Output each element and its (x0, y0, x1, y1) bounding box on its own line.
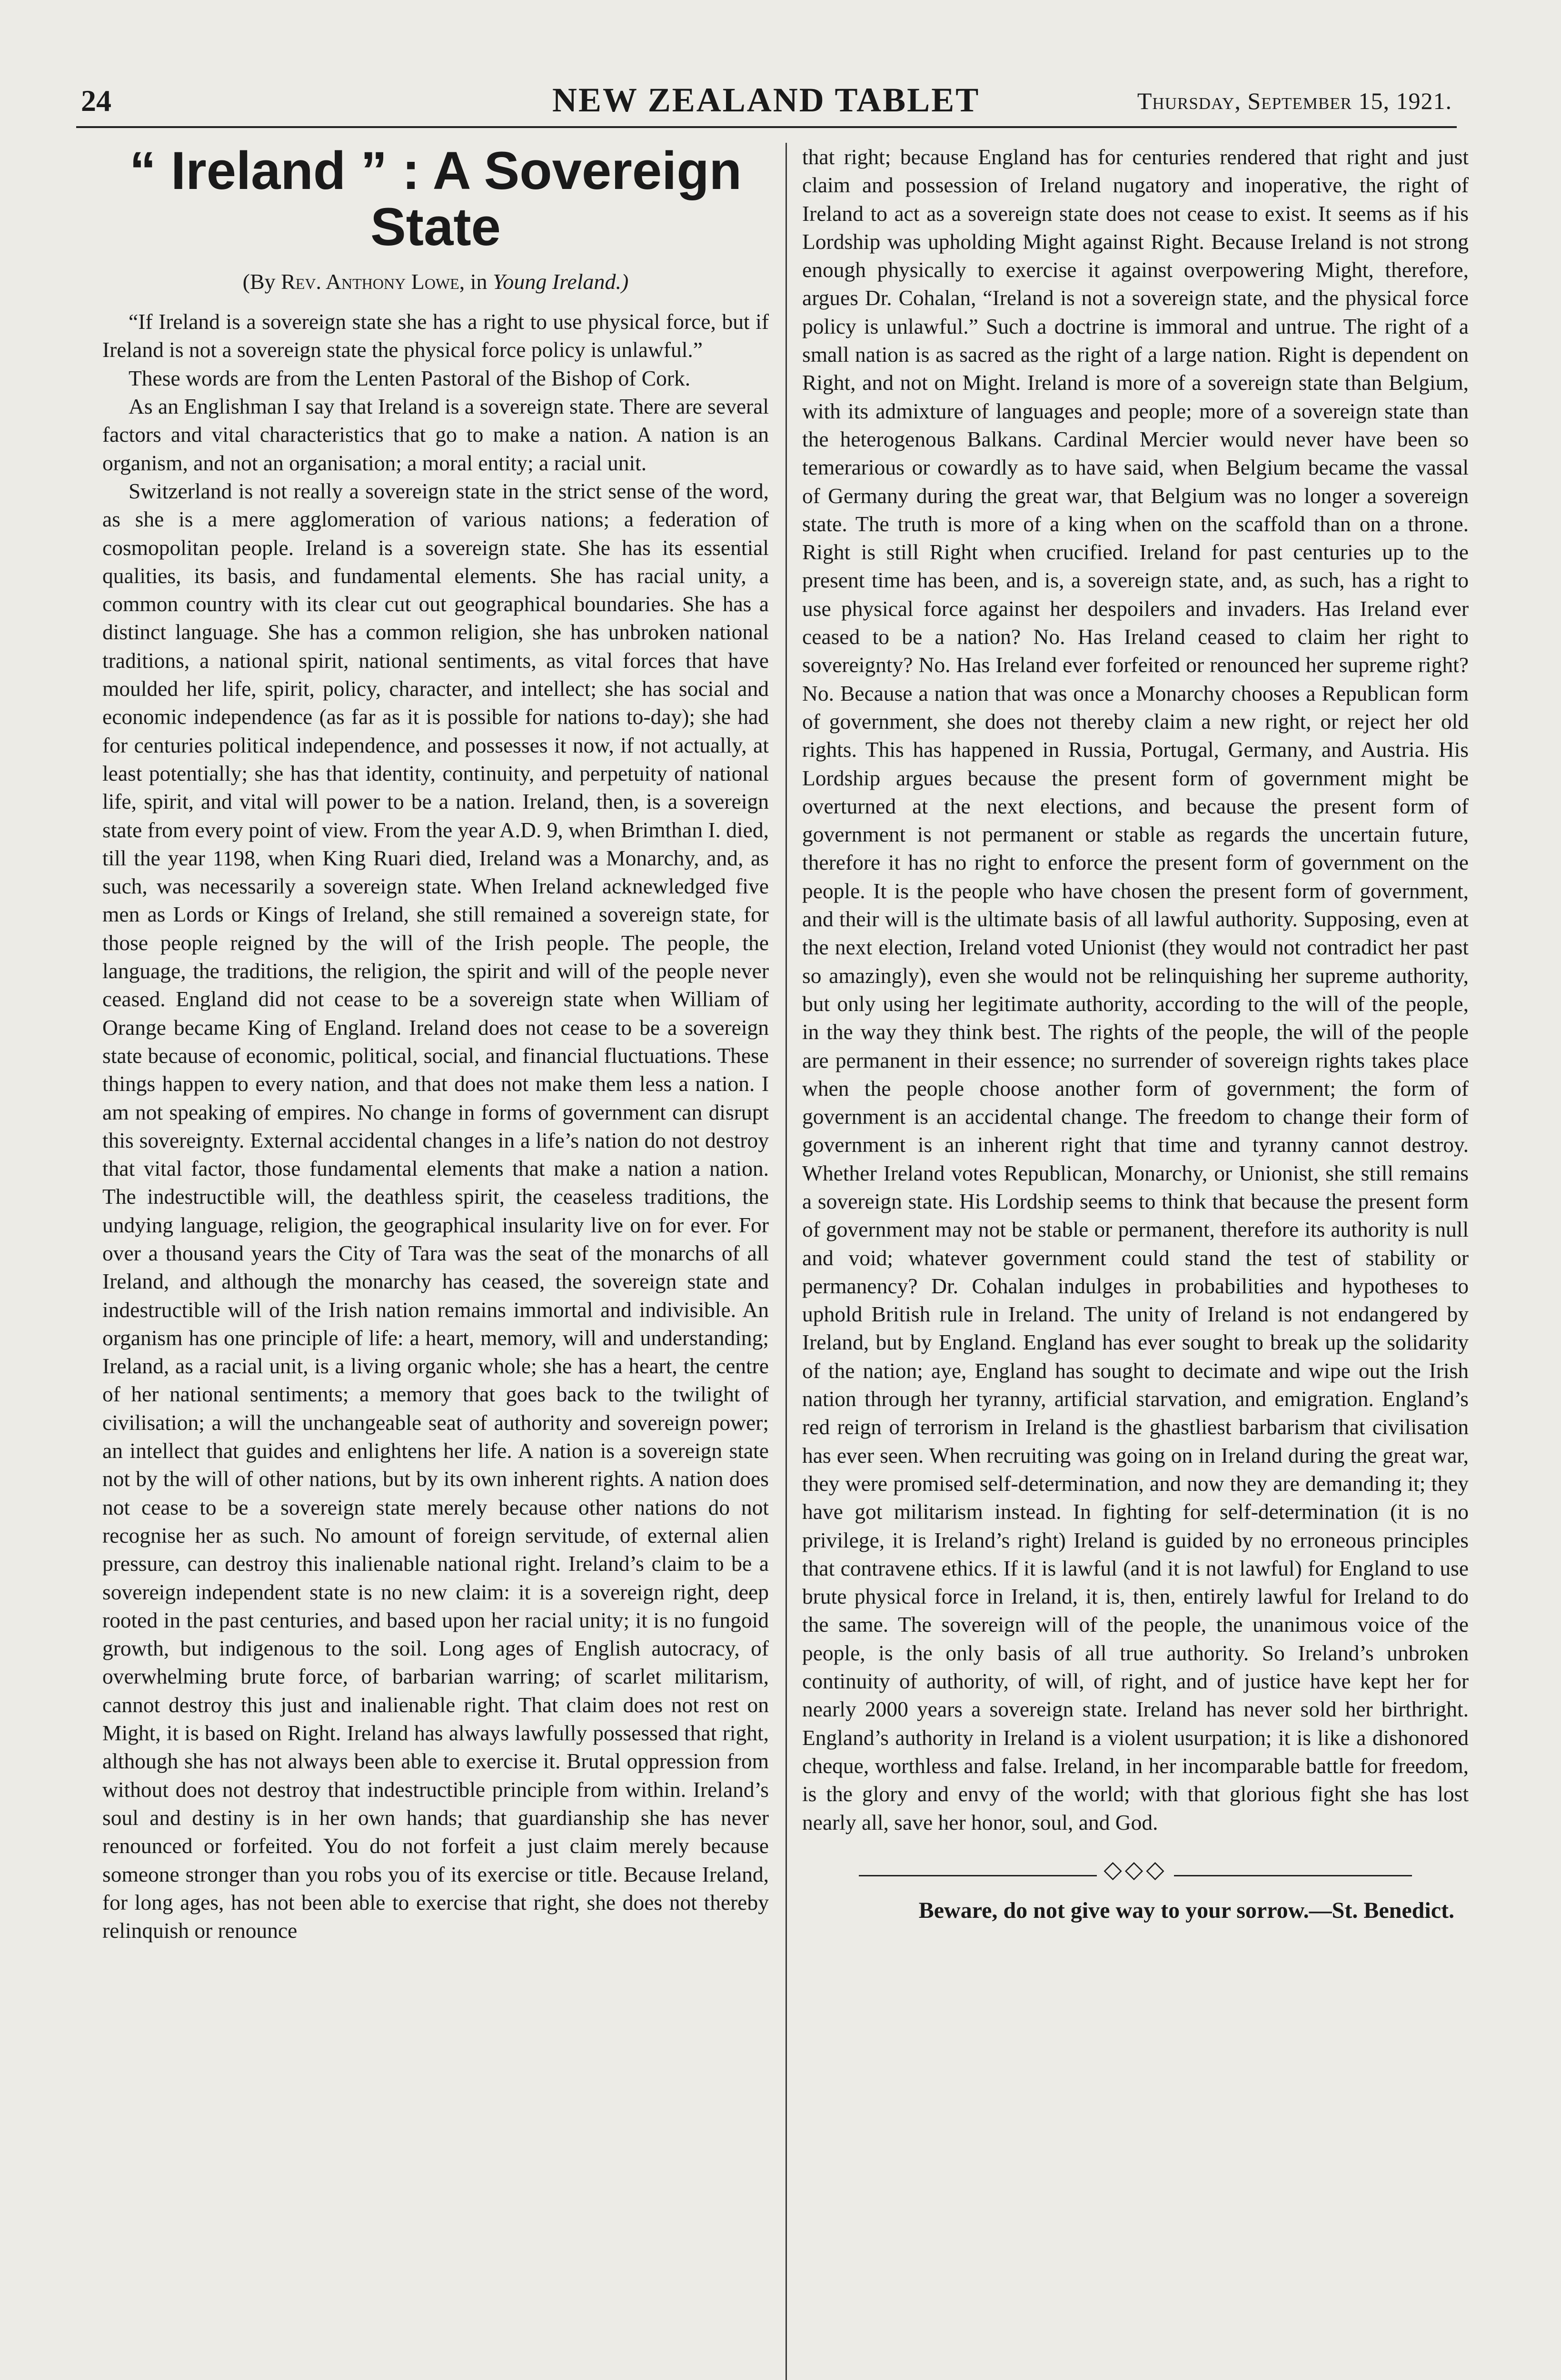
ornament-icon: ◇◇◇ (1104, 1855, 1167, 1883)
byline (102, 269, 769, 294)
closing-quote: Beware, do not give way to your sorrow.—St. Benedict. (918, 1897, 1454, 1923)
byline-prefix: (By (242, 269, 276, 294)
left-paragraph: “If Ireland is a sovereign state she has a right to use physical force, but if Ireland is not a sovereign state the physical force policy is unlawful.” (102, 309, 769, 362)
left-paragraph: Switzerland is not really a sovereign state in the strict sense of the word, as she is a mere agglomeration of various nations; a federation of cosmopolitan people. Ireland is a sovereign state. She has its essential qualities, its basis, and fundamental elements. She has racial unity, a common country with its clear cut out geographical boundaries. She has a distinct language. She has a common religion, she has unbroken national traditions, a national spirit, national sentiments, as vital forces that have moulded her life, spirit, policy, character, and intellect; she has social and economic independence (as far as it is possible for nations to-day); she had for centuries political independence, and possesses it now, if not actually, at least potentially; she has that identity, continuity, and perpetuity of national life, spirit, and vital will power to be a nation. Ireland, then, is a sovereign state from every point of view. From the year A.D. 9, when Brimthan I. died, till the year 1198, when King Ruari died, Ireland was a Monarchy, and, as such, was necessarily a sovereign state. When Ireland acknewledged five men as Lords or Kings of Ireland, she still remained a sovereign state, for those people reigned by the will of the Irish people. The people, the language, the traditions, the religion, the spirit and will of the people never ceased. England did not cease to be a sovereign state when William of Orange became King of England. Ireland does not cease to be a sovereign state because of economic, political, social, and financial fluctuations. These things happen to every nation, and that does not make them less a nation. I am not speaking of empires. No change in forms of government can disrupt this sovereignty. External accidental changes in a life’s nation do not destroy that vital factor, those fundamental elements that make a nation a nation. The indestructible will, the deathless spirit, the ceaseless traditions, the undying language, religion, the geographical insularity live on for ever. For over a thousand years the City of Tara was the seat of the monarchs of all Ireland, and although the monarchy has ceased, the sovereign state and indestructible will of the Irish nation remains immortal and indivisible. An organism has one principle of life: a heart, memory, will and understanding; Ireland, as a racial unit, is a living organic whole; she has a heart, the centre of her national sentiments; a memory that goes back to the twilight of civilisation; a will the unchangeable seat of authority and sovereign power; an intellect that guides and enlightens her life. A nation is a sovereign state not by the will of other nations, but by its own inherent rights. A nation does not cease to be a sovereign state merely because other nations do not recognise her as such. No amount of foreign servitude, of external alien pressure, can destroy this inalienable national right. Ireland’s claim to be a sovereign independent state is no new claim: it is a sovereign right, deep rooted in the past centuries, and based upon her racial unity; it is no fungoid growth, but indigenous to the soil. Long ages of English autocracy, of overwhelming brute force, of barbarian warring; of scarlet militarism, cannot destroy this just and inalienable right. That claim does not rest on Might, it is based on Right. Ireland has always lawfully possessed that right, although she has not always been able to exercise it. Brutal oppression from without does not destroy that indestructible principle from within. Ireland’s soul and destiny is in her own hands; that guardianship she has never renounced or forfeited. You do not forfeit a just claim merely because someone stronger than you robs you of its exercise or title. Because Ireland, for long ages, has not been able to exercise that right, she does not thereby relinquish or renounce (102, 478, 769, 1943)
left-paragraph: As an Englishman I say that Ireland is a sovereign state. There are several factors and vital characteristics that go to make a nation. A nation is an organism, and not an organisation; a moral entity; a racial unit. (102, 394, 769, 475)
column-divider (785, 143, 787, 2380)
byline-publication: Young Ireland.) (492, 269, 629, 294)
page-header (76, 83, 1457, 128)
byline-in: in (470, 269, 487, 294)
byline-author: Rev. Anthony Lowe, (281, 269, 465, 294)
section-separator (802, 1855, 1469, 1883)
left-column (102, 143, 769, 1944)
right-column (802, 143, 1469, 1924)
separator-line-right (1174, 1875, 1412, 1876)
left-paragraph: These words are from the Lenten Pastoral of the Bishop of Cork. (129, 366, 691, 390)
page-number: 24 (81, 84, 111, 118)
right-paragraph: that right; because England has for centuries rendered that right and just claim and possession of Ireland nugatory and inoperative, the right of Ireland to act as a sovereign state does not cease to exist. It seems as if his Lordship was upholding Might against Right. Because Ireland is not strong enough physically to exercise it against overpowering Might, therefore, argues Dr. Cohalan, “Ireland is not a sovereign state, and the physical force policy is unlawful.” Such a doctrine is immoral and untrue. The right of a small nation is as sacred as the right of a large nation. Right is dependent on Right, and not on Might. Ireland is more of a sovereign state than Belgium, with its admixture of languages and people; more of a sovereign state than the heterogenous Balkans. Cardinal Mercier would never have been so temerarious or cowardly as to have said, when Belgium became the vassal of Germany during the great war, that Belgium was no longer a sovereign state. The truth is more of a king when on the scaffold than on a throne. Right is still Right when crucified. Ireland for past centuries up to the present time has been, and is, a sovereign state, and, as such, has a right to use physical force against her despoilers and invaders. Has Ireland ever ceased to be a nation? No. Has Ireland ceased to claim her right to sovereignty? No. Has Ireland ever forfeited or renounced her supreme right? No. Because a nation that was once a Monarchy chooses a Republican form of government, she does not thereby claim a new right, or reject her old rights. This has happened in Russia, Portugal, Germany, and Austria. His Lordship argues because the present form of government might be overturned at the next elections, and because the present form of government is not permanent or stable as regards the uncertain future, therefore it has no right to enforce the present form of government on the people. It is the people who have chosen the present form of government, and their will is the ultimate basis of all lawful authority. Supposing, even at the next election, Ireland voted Unionist (they would not contradict her past so amazingly), even she would not be relinquishing her supreme authority, but only using her legitimate authority, according to the will of the people, in the way they think best. The rights of the people, the will of the people are permanent in their essence; no surrender of sovereign rights takes place when the people choose another form of government; the form of government is an accidental change. The freedom to change their form of government is an inherent right that time and tyranny cannot destroy. Whether Ireland votes Republican, Monarchy, or Unionist, she still remains a sovereign state. His Lordship seems to think that because the present form of government may not be stable or permanent, therefore its authority is null and void; whatever government could stand the test of stability or permanency? Dr. Cohalan indulges in probabilities and hypotheses to uphold British rule in Ireland. The unity of Ireland is not endangered by Ireland, but by England. England has ever sought to break up the solidarity of the nation; aye, England has sought to decimate and wipe out the Irish nation through her tyranny, artificial starvation, and emigration. England’s red reign of terrorism in Ireland is the ghastliest barbarism that civilisation has ever seen. When recruiting was going on in Ireland during the great war, they were promised self-determination, and now they are demanding it; they have got militarism instead. In fighting for self-determination (it is no privilege, it is Ireland’s right) Ireland is guided by no erroneous principles that contravene ethics. If it is lawful (and it is not lawful) for England to use brute physical force in Ireland, it is, then, entirely lawful for Ireland to do the same. The sovereign will of the people, the unanimous voice of the people, is the only basis of all true authority. So Ireland’s unbroken continuity of authority, of will, of right, and of justice have kept her for nearly 2000 years a sovereign state. Ireland has never sold her birthright. England’s authority in Ireland is a violent usurpation; it is like a dishonored cheque, worthless and false. Ireland, in her incomparable battle for freedom, is the glory and envy of the world; with that glorious fight she has lost nearly all, save her honor, soul, and God. (802, 145, 1469, 1835)
issue-date: Thursday, September 15, 1921. (1137, 88, 1452, 114)
separator-line-left (859, 1875, 1097, 1876)
article-title: “ Ireland ” : A Sovereign State (129, 141, 742, 257)
masthead: NEW ZEALAND TABLET (552, 81, 980, 119)
